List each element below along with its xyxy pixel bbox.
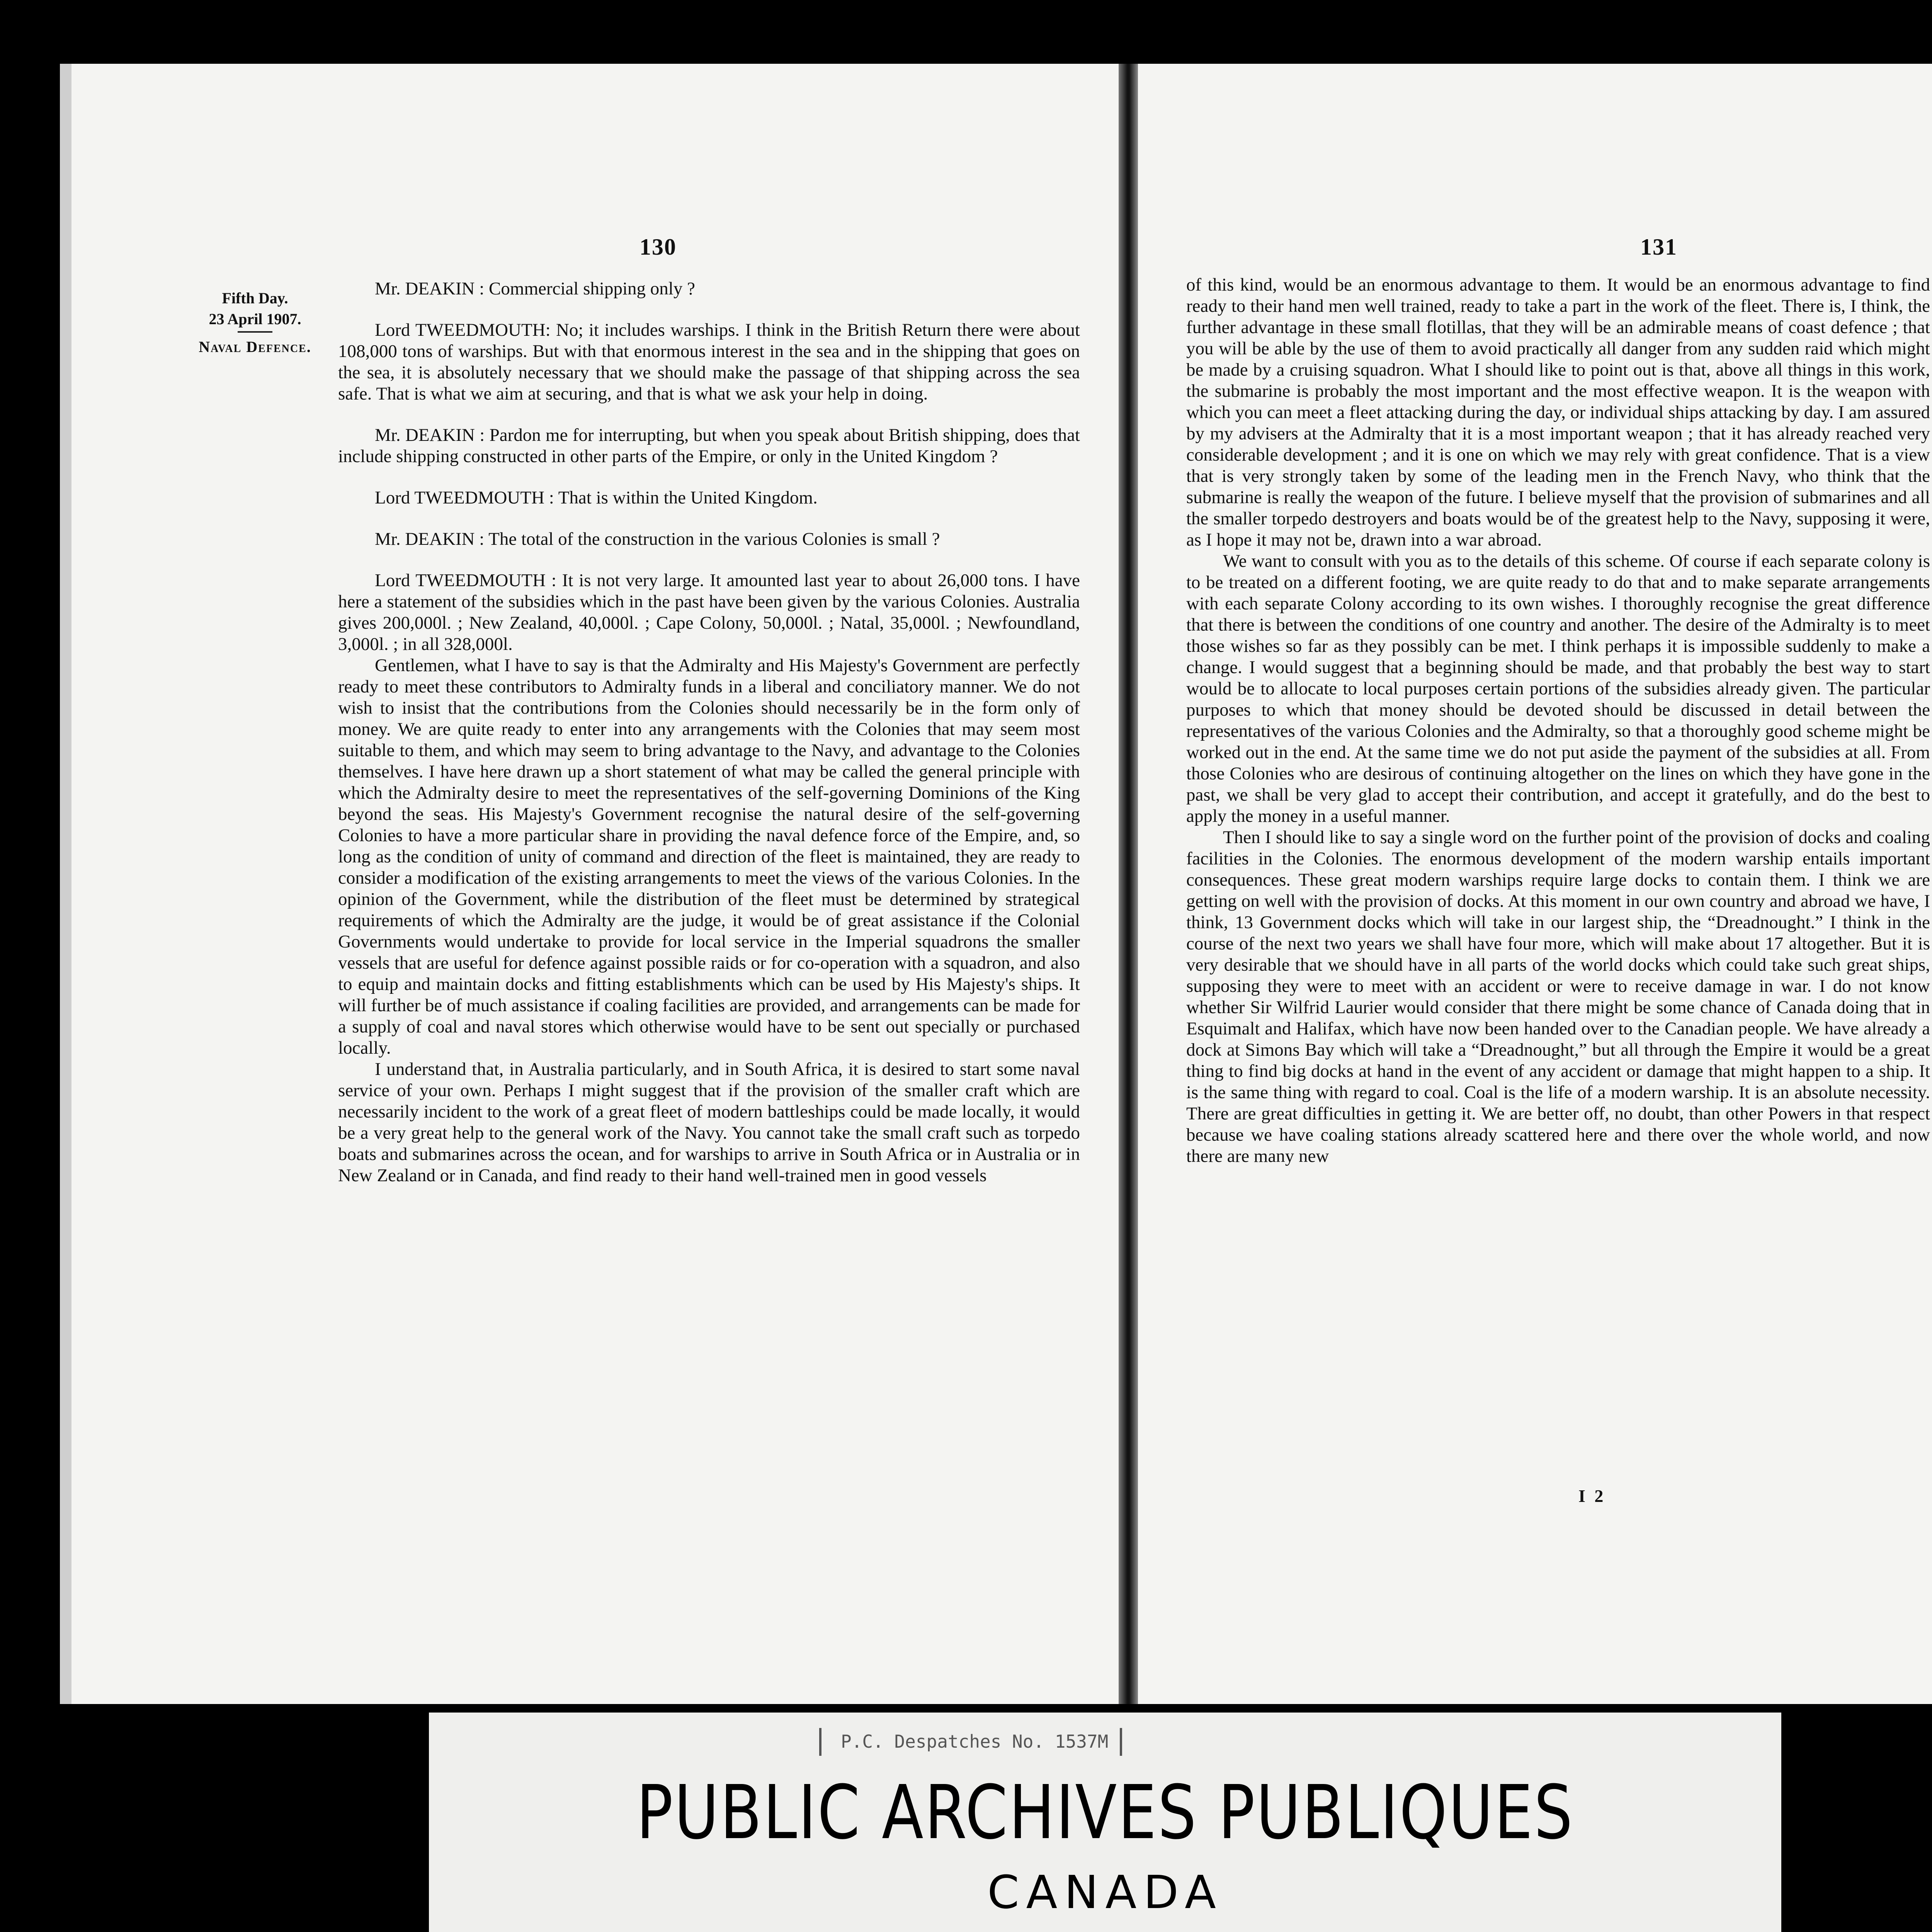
reference-stamp: P.C. Despatches No. 1537M [819,1728,1122,1756]
page-body [1186,274,1930,1167]
paragraph: Mr. DEAKIN : Pardon me for interrupting, but when you speak about British shipping, does that include shipping constructed in other parts of the Empire, or only in the United Kingdom ? [338,425,1080,466]
margin-rule [238,331,272,333]
margin-date: 23 April 1907. [209,310,301,328]
page-number: 131 [1640,234,1677,260]
open-book [60,64,1932,1704]
paragraph: Mr. DEAKIN : Commercial shipping only ? [375,279,695,299]
paragraph: We want to consult with you as to the details of this scheme. Of course if each separate colony is to be treated on a different footing, we are quite ready to do that and to make separate arrangements with each separate Colony according to its own wishes. I thoroughly recognise the great difference that there is between the conditions of one country and another. The desire of the Admiralty is to meet those wishes so far as they possibly can be met. I think perhaps it is impossible suddenly to make a change. I would suggest that a beginning should be made, and that probably the best way to start would be to allocate to local purposes certain portions of the subsidies already given. The particular purposes to which that money should be devoted should be discussed in detail between the representatives of the various Colonies and the Admiralty, so that a thoroughly good scheme might be worked out in the end. At the same time we do not put aside the payment of the subsidies at all. From those Colonies who are desirous of continuing altogether on the lines on which they have gone in the past, we shall be very glad to accept their contribution, and accept it gratefully, and do the best to apply the money in a useful manner. [1186,551,1930,826]
archive-subtitle: CANADA [987,1866,1223,1919]
margin-day: Fifth Day. [222,289,288,307]
archive-title: PUBLIC ARCHIVES PUBLIQUES [636,1770,1574,1856]
paragraph: I understand that, in Australia particularly, and in South Africa, it is desired to start some naval service of your own. Perhaps I might suggest that if the provision of the smaller craft which are necessarily incident to the work of a great fleet of modern battleships could be made locally, it would be a very great help to the general work of the Navy. You cannot take the small craft such as torpedo boats and submarines across the ocean, and for warships to arrive in South Africa or in Australia or in New Zealand or in Canada, and find ready to their hand well-trained men in good vessels [338,1059,1080,1185]
archive-card [429,1713,1781,1932]
book-gutter [1119,64,1138,1704]
page-number: 130 [639,234,677,260]
signature-mark: I 2 [1578,1486,1606,1506]
page-body [338,278,1080,1186]
paragraph: Mr. DEAKIN : The total of the construction in the various Colonies is small ? [375,529,940,549]
paragraph: Lord TWEEDMOUTH : That is within the United Kingdom. [375,488,818,508]
paragraph: Gentlemen, what I have to say is that the Admiralty and His Majesty's Government are perfectly ready to meet these contributors to Admiralty funds in a liberal and conciliatory manner. We do not wish to insist that the contributions from the Colonies should necessarily be in the form only of money. We are quite ready to enter into any arrangements with the Colonies that may seem most suitable to them, and which may seem to bring advantage to the Navy, and advantage to the Colonies themselves. I have here drawn up a short statement of what may be called the general principle with which the Admiralty desire to meet the representatives of the self-governing Dominions of the King beyond the seas. His Majesty's Government recognise the natural desire of the self-governing Colonies to have a more particular share in providing the naval defence force of the Empire, and, so long as the condition of unity of command and direction of the fleet is maintained, they are ready to consider a modification of the existing arrangements to meet the views of the various Colonies. In the opinion of the Government, while the distribution of the fleet must be determined by strategical requirements of which the Admiralty are the judge, it would be of great assistance if the Colonial Governments would undertake to provide for local service in the Imperial squadrons the smaller vessels that are useful for defence against possible raids or for co-operation with a squadron, and also to equip and maintain docks and fitting establishments which can be used by His Majesty's ships. It will further be of much assistance if coaling facilities are provided, and arrangements can be made for a supply of coal and naval stores which otherwise would have to be sent out specially or purchased locally. [338,655,1080,1058]
paragraph: Then I should like to say a single word on the further point of the provision of docks and coaling facilities in the Colonies. The enormous development of the modern warship entails important consequences. These great modern warships require large docks to contain them. I think we are getting on well with the provision of docks. At this moment in our own country and abroad we have, I think, 13 Government docks which will take in our largest ship, the “Dreadnought.” I think in the course of the next two years we shall have four more, which will make about 17 altogether. But it is very desirable that we should have in all parts of the world docks which could take such great ships, supposing they were to meet with an accident or were to receive damage in war. I do not know whether Sir Wilfrid Laurier would consider that there might be some chance of Canada doing that in Esquimalt and Halifax, which have now been handed over to the Canadian people. We have already a dock at Simons Bay which will take a “Dreadnought,” but all through the Empire it would be a great thing to find big docks at hand in the event of any accident or damage that might happen to a ship. It is the same thing with regard to coal. Coal is the life of a modern warship. It is an absolute necessity. There are great difficulties in getting it. We are better off, no doubt, than other Powers in that respect because we have coaling stations already scattered here and there over the whole world, and now there are many new [1186,827,1930,1166]
paragraph: of this kind, would be an enormous advantage to them. It would be an enormous advantage to find ready to their hand men well trained, ready to take a part in the work of the fleet. There is, I think, the further advantage in these small flotillas, that they will be an admirable means of coast defence ; that you will be able by the use of them to avoid practically all danger from any sudden raid which might be made by a cruising squadron. What I should like to point out is that, above all things in this work, the submarine is probably the most important and the most effective weapon. It is the weapon with which you can meet a fleet attacking during the day, or individual ships attacking by day. I am assured by my advisers at the Admiralty that it is a most important weapon ; that it has already reached very considerable development ; and it is one on which we may rely with great confidence. That is a view that is very strongly taken by some of the leading men in the French Navy, who think that the submarine is really the weapon of the future. I believe myself that the provision of submarines and all the smaller torpedo destroyers and boats would be of the greatest help to the Navy, supposing it were, as I hope it may not be, drawn into a war abroad. [1186,275,1930,550]
right-page [1138,64,1932,1704]
left-page [60,64,1119,1704]
margin-section: Naval Defence. [199,338,311,355]
margin-note [178,288,332,357]
paragraph: Lord TWEEDMOUTH : It is not very large. It amounted last year to about 26,000 tons. I have here a statement of the subsidies which in the past have been given by the various Colonies. Australia gives 200,000l. ; New Zealand, 40,000l. ; Cape Colony, 50,000l. ; Natal, 35,000l. ; Newfoundland, 3,000l. ; in all 328,000l. [338,570,1080,654]
paragraph: Lord TWEEDMOUTH: No; it includes warships. I think in the British Return there were about 108,000 tons of warships. But with that enormous interest in the sea and in the shipping that goes on the sea, it is absolutely necessary that we should make the passage of that shipping across the sea safe. That is what we aim at securing, and that is what we ask your help in doing. [338,320,1080,404]
